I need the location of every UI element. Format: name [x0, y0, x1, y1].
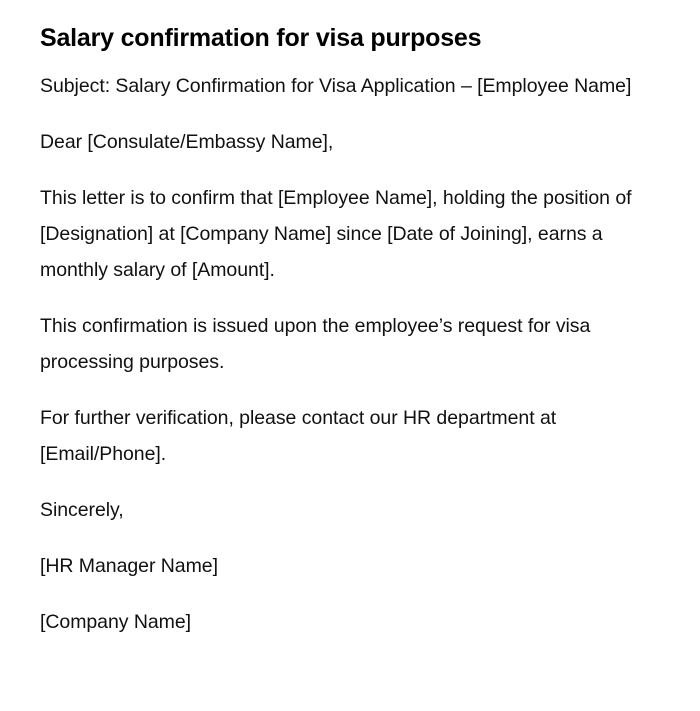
paragraph-verification-contact: For further verification, please contact our HR department at [Email/Phone].: [40, 407, 557, 465]
paragraph-salutation: Dear [Consulate/Embassy Name],: [40, 131, 334, 153]
paragraph-issuance-reason: This confirmation is issued upon the employee’s request for visa processing purposes.: [40, 315, 591, 373]
paragraph-confirmation-details: This letter is to confirm that [Employee Name], holding the position of [Designation] at [Company Name] since [Date of Joining], earns a monthly salary of [Amount].: [40, 187, 632, 281]
page-title: Salary confirmation for visa purposes: [40, 24, 482, 52]
paragraph-signatory-name: [HR Manager Name]: [40, 555, 218, 577]
paragraph-signatory-company: [Company Name]: [40, 611, 192, 633]
paragraph-closing: Sincerely,: [40, 499, 124, 521]
paragraph-subject: Subject: Salary Confirmation for Visa Application – [Employee Name]: [40, 75, 632, 97]
